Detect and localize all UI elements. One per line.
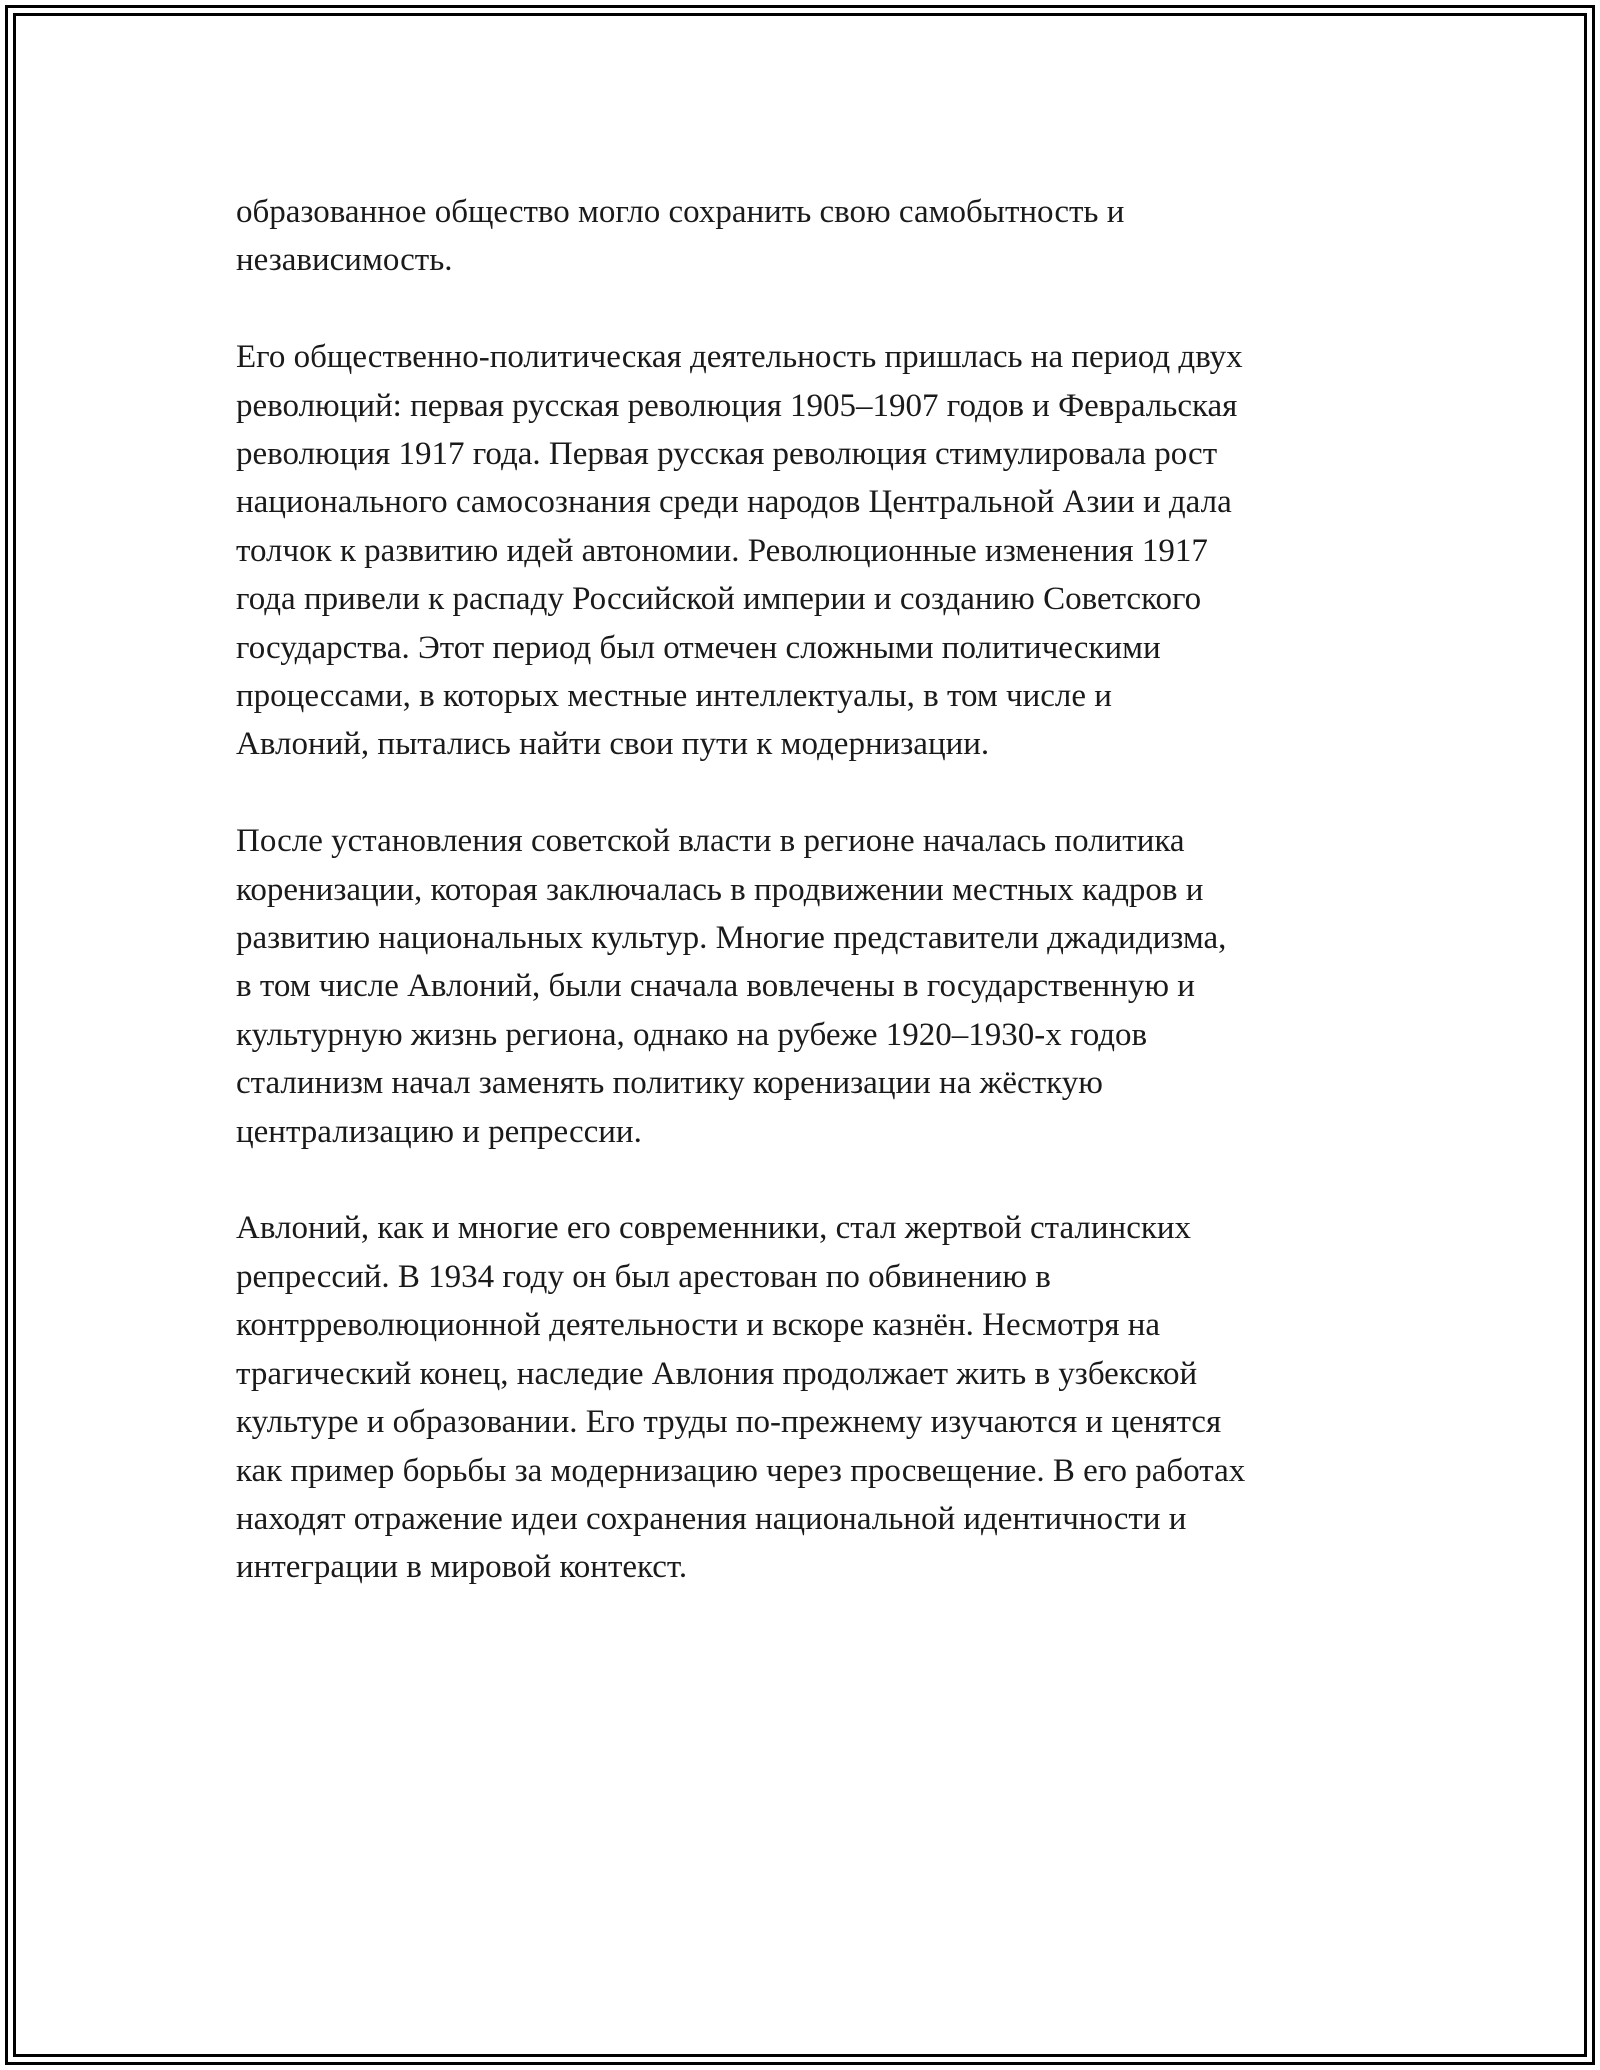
paragraph-repressions: Авлоний, как и многие его современники, стал жертвой сталинских репрессий. В 1934 году он был арестован по обвинению в контрреволюционной деятельности и вскоре казнён. Несмотря на трагический конец, наследие Авлония продолжает жить в узбекской культуре и образовании. Его труды по-прежнему изучаются и ценятся как пример борьбы за модернизацию через просвещение. В его работах находят отражение идеи сохранения национальной идентичности и интеграции в мировой контекст. [236,1210,1246,1586]
paragraph-continuation: образованное общество могло сохранить свою самобытность и независимость. [236,194,1125,279]
paragraph-korenizatsiya: После установления советской власти в регионе началась политика коренизации, которая заключалась в продвижении местных кадров и развитию национальных культур. Многие представители джадидизма, в том числе Авлоний, были сначала вовлечены в государственную и культурную жизнь региона, однако на рубеже 1920–1930-х годов сталинизм начал заменять политику коренизации на жёсткую централизацию и репрессии. [236,823,1227,1150]
document-body [236,188,1366,1640]
paragraph-revolutions: Его общественно-политическая деятельность пришлась на период двух революций: первая русская революция 1905–1907 годов и Февральская революция 1917 года. Первая русская революция стимулировала рост национального самосознания среди народов Центральной Азии и дала толчок к развитию идей автономии. Революционные изменения 1917 года привели к распаду Российской империи и созданию Советского государства. Этот период был отмечен сложными политическими процессами, в которых местные интеллектуалы, в том числе и Авлоний, пытались найти свои пути к модернизации. [236,339,1243,763]
